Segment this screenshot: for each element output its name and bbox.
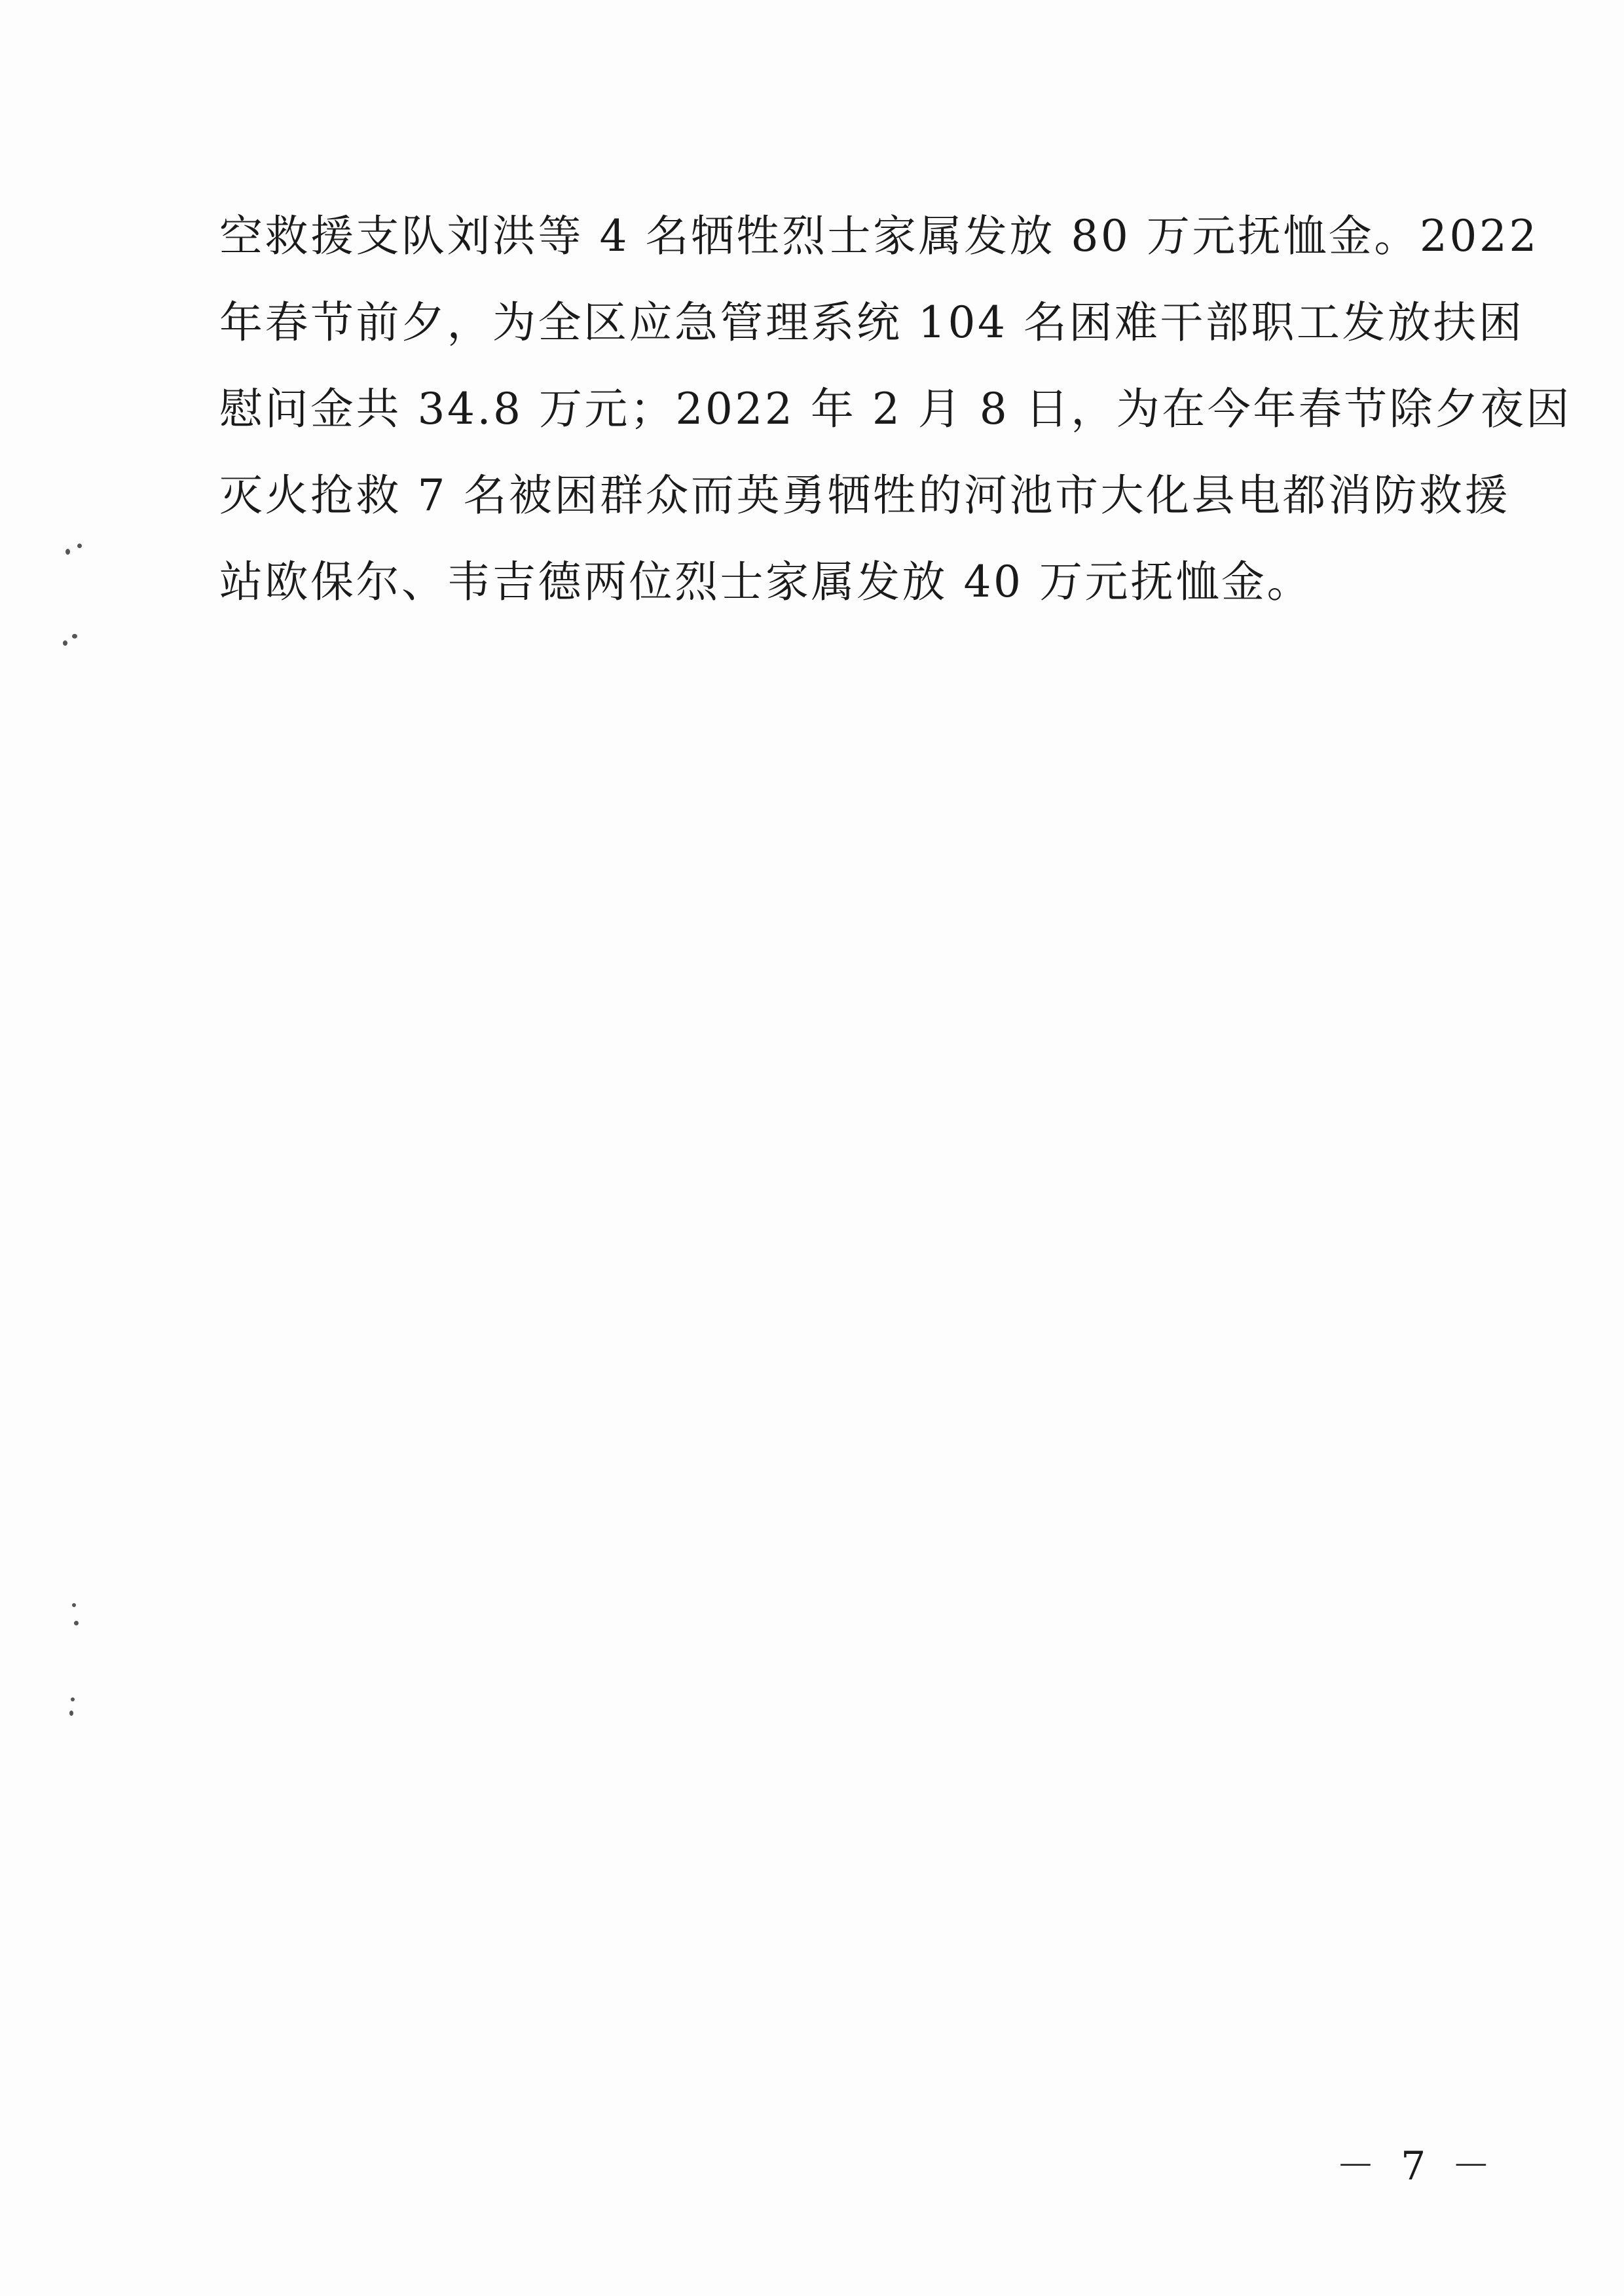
paragraph-line: 年春节前夕，为全区应急管理系统 104 名困难干部职工发放扶困 (219, 297, 1524, 348)
paragraph-line: 空救援支队刘洪等 4 名牺牲烈士家属发放 80 万元抚恤金。2022 (219, 211, 1539, 261)
scan-speck (72, 1603, 76, 1607)
scan-speck (63, 640, 67, 646)
page-number: － 7 － (1336, 2143, 1498, 2189)
paragraph-line: 慰问金共 34.8 万元；2022 年 2 月 8 日，为在今年春节除夕夜因 (219, 384, 1572, 434)
scan-speck (71, 1697, 75, 1701)
body-paragraph (219, 193, 1572, 625)
scan-speck (72, 634, 77, 639)
scan-speck (69, 1711, 73, 1716)
scan-speck (74, 1621, 79, 1625)
scan-speck (65, 549, 70, 555)
paragraph-line: 灭火抢救 7 名被困群众而英勇牺牲的河池市大化县电都消防救援 (219, 470, 1510, 521)
scan-speck (77, 544, 82, 548)
paragraph-line: 站欧保尔、韦吉德两位烈士家属发放 40 万元抚恤金。 (219, 557, 1312, 607)
